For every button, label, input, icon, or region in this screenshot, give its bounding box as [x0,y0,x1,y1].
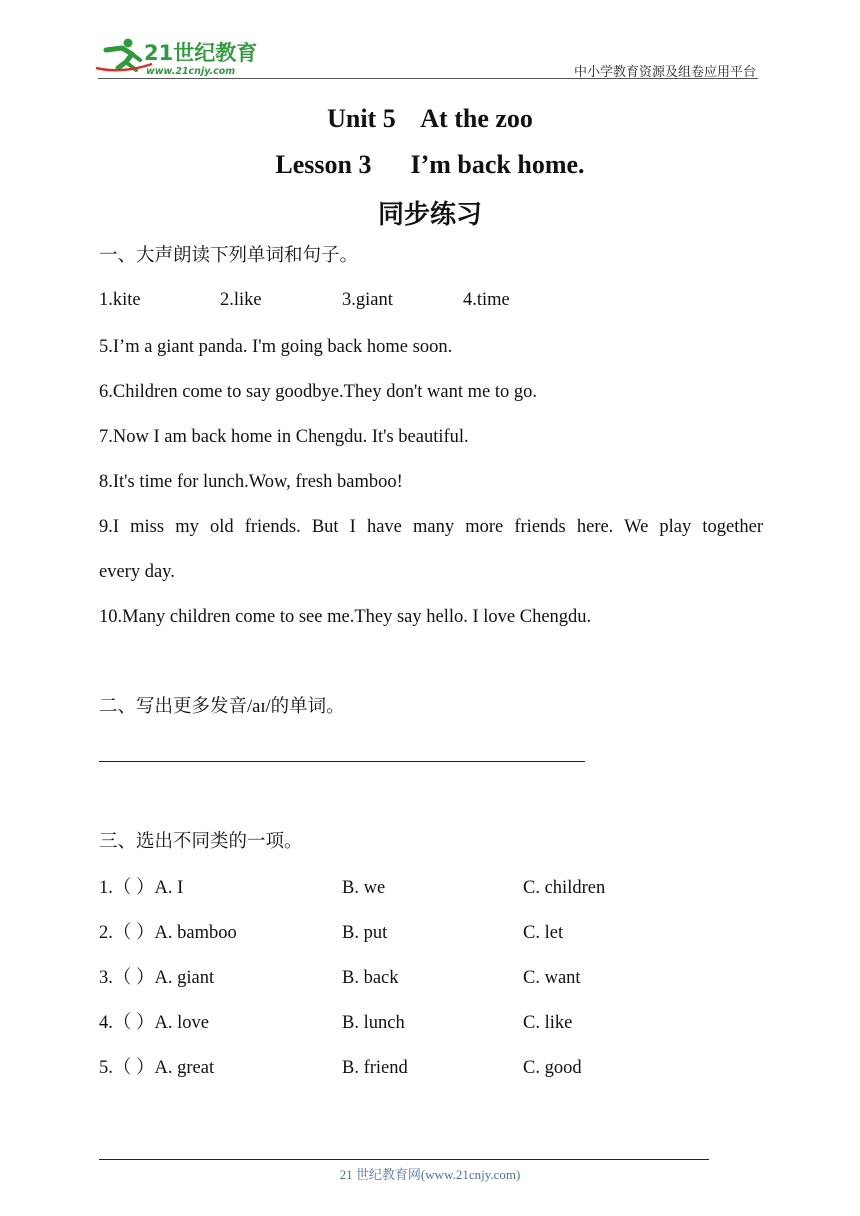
logo-url: www.21cnjy.com [146,66,236,77]
question-option-c: C. let [523,923,564,943]
sentence-continuation: every day. [99,562,175,582]
question-option-a: 1.（ ）A. I [99,878,184,898]
sentence-item: 10.Many children come to see me.They say hello. I love Chengdu. [99,607,592,627]
word-item: 2.like [220,290,262,310]
answer-blank-line[interactable] [99,761,585,762]
word-item: 4.time [463,290,510,310]
footer-divider [99,1159,709,1160]
sentence-item: 9.I miss my old friends. But I have many more friends here. We play together [99,517,763,537]
section2-heading: 二、写出更多发音/aɪ/的单词。 [99,697,345,717]
question-option-a: 2.（ ）A. bamboo [99,923,237,943]
question-option-c: C. want [523,968,581,988]
section1-heading: 一、大声朗读下列单词和句子。 [99,246,359,266]
word-item: 3.giant [342,290,393,310]
lesson-title: Lesson 3 I’m back home. [275,150,585,179]
sentence-item: 6.Children come to say goodbye.They don't want me to go. [99,382,538,402]
question-option-b: B. we [342,878,386,898]
question-option-c: C. children [523,878,606,898]
header-platform-text: 中小学教育资源及组卷应用平台 [573,64,756,79]
question-option-c: C. good [523,1058,582,1078]
question-option-b: B. friend [342,1058,408,1078]
footer-text: 21 世纪教育网(www.21cnjy.com) [339,1167,521,1182]
section3-heading: 三、选出不同类的一项。 [99,832,303,852]
logo-text: 21世纪教育 [144,41,258,65]
header-divider [98,78,758,79]
unit-title: Unit 5 At the zoo [327,104,533,133]
question-option-a: 5.（ ）A. great [99,1058,215,1078]
site-logo [92,34,262,78]
sentence-item: 7.Now I am back home in Chengdu. It's beautiful. [99,427,469,447]
question-option-b: B. put [342,923,388,943]
sentence-item: 8.It's time for lunch.Wow, fresh bamboo! [99,472,403,492]
question-option-a: 3.（ ）A. giant [99,968,215,988]
question-option-b: B. back [342,968,399,988]
question-option-a: 4.（ ）A. love [99,1013,209,1033]
sentence-item: 5.I’m a giant panda. I'm going back home soon. [99,337,453,357]
exercise-subtitle: 同步练习 [377,200,482,230]
question-option-c: C. like [523,1013,573,1033]
word-item: 1.kite [99,290,141,310]
question-option-b: B. lunch [342,1013,405,1033]
